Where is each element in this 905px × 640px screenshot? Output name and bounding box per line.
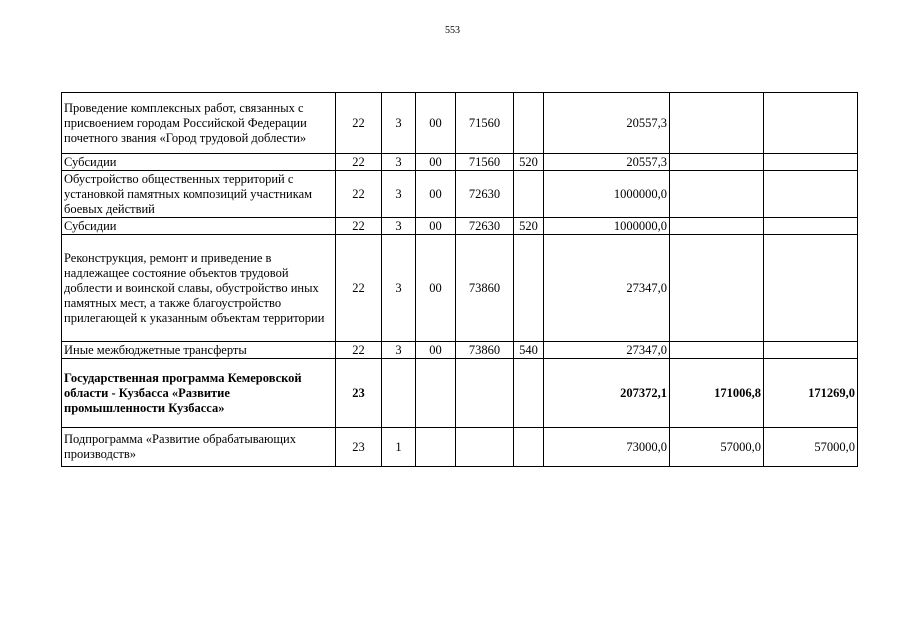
table-row (62, 154, 858, 171)
code-article (456, 359, 514, 428)
amount-year-3 (764, 93, 858, 154)
budget-table (61, 92, 858, 467)
code-expense-type: 520 (514, 154, 544, 171)
amount-year-3: 171269,0 (764, 359, 858, 428)
amount-year-3 (764, 218, 858, 235)
amount-year-2 (670, 154, 764, 171)
code-expense-type (514, 93, 544, 154)
amount-year-1: 27347,0 (544, 235, 670, 342)
table-row (62, 218, 858, 235)
code-subprogram: 3 (382, 218, 416, 235)
code-direction (416, 428, 456, 467)
code-program: 22 (336, 342, 382, 359)
amount-year-3 (764, 154, 858, 171)
code-direction: 00 (416, 171, 456, 218)
code-subprogram: 3 (382, 154, 416, 171)
code-expense-type (514, 428, 544, 467)
code-expense-type (514, 235, 544, 342)
row-name: Подпрограмма «Развитие обрабатывающих производств» (62, 428, 336, 467)
code-direction: 00 (416, 342, 456, 359)
amount-year-1: 20557,3 (544, 93, 670, 154)
row-name: Субсидии (62, 154, 336, 171)
code-subprogram: 3 (382, 342, 416, 359)
code-program: 22 (336, 171, 382, 218)
code-article: 73860 (456, 235, 514, 342)
code-article: 72630 (456, 218, 514, 235)
amount-year-1: 73000,0 (544, 428, 670, 467)
code-subprogram: 3 (382, 235, 416, 342)
amount-year-1: 1000000,0 (544, 171, 670, 218)
code-expense-type (514, 359, 544, 428)
code-program: 22 (336, 218, 382, 235)
amount-year-1: 20557,3 (544, 154, 670, 171)
code-article: 71560 (456, 154, 514, 171)
page-number: 553 (445, 25, 460, 36)
code-article: 72630 (456, 171, 514, 218)
amount-year-2 (670, 218, 764, 235)
table-row (62, 171, 858, 218)
table-row (62, 428, 858, 467)
amount-year-2: 57000,0 (670, 428, 764, 467)
code-subprogram (382, 359, 416, 428)
row-name: Реконструкция, ремонт и приведение в надлежащее состояние объектов трудовой доблести и воинской славы, обустройство иных памятных мест, а также благоустройство прилегающей к указанным объектам территории (62, 235, 336, 342)
table-row (62, 359, 858, 428)
amount-year-3 (764, 342, 858, 359)
row-name: Проведение комплексных работ, связанных с присвоением городам Российской Федерации почетного звания «Город трудовой доблести» (62, 93, 336, 154)
code-program: 22 (336, 235, 382, 342)
row-name: Обустройство общественных территорий с установкой памятных композиций участникам боевых действий (62, 171, 336, 218)
code-direction: 00 (416, 235, 456, 342)
amount-year-1: 1000000,0 (544, 218, 670, 235)
code-program: 22 (336, 93, 382, 154)
amount-year-2 (670, 235, 764, 342)
table-row (62, 93, 858, 154)
code-program: 23 (336, 359, 382, 428)
table-row (62, 235, 858, 342)
amount-year-3 (764, 171, 858, 218)
amount-year-3: 57000,0 (764, 428, 858, 467)
code-expense-type (514, 171, 544, 218)
amount-year-3 (764, 235, 858, 342)
code-subprogram: 3 (382, 93, 416, 154)
code-direction: 00 (416, 93, 456, 154)
amount-year-2 (670, 342, 764, 359)
code-program: 22 (336, 154, 382, 171)
amount-year-1: 27347,0 (544, 342, 670, 359)
code-direction: 00 (416, 218, 456, 235)
code-expense-type: 520 (514, 218, 544, 235)
code-direction: 00 (416, 154, 456, 171)
table-row (62, 342, 858, 359)
code-direction (416, 359, 456, 428)
code-program: 23 (336, 428, 382, 467)
code-subprogram: 1 (382, 428, 416, 467)
row-name: Иные межбюджетные трансферты (62, 342, 336, 359)
amount-year-2 (670, 93, 764, 154)
code-subprogram: 3 (382, 171, 416, 218)
row-name: Государственная программа Кемеровской области - Кузбасса «Развитие промышленности Кузбасса» (62, 359, 336, 428)
code-article (456, 428, 514, 467)
code-article: 73860 (456, 342, 514, 359)
amount-year-1: 207372,1 (544, 359, 670, 428)
amount-year-2 (670, 171, 764, 218)
code-expense-type: 540 (514, 342, 544, 359)
row-name: Субсидии (62, 218, 336, 235)
amount-year-2: 171006,8 (670, 359, 764, 428)
code-article: 71560 (456, 93, 514, 154)
